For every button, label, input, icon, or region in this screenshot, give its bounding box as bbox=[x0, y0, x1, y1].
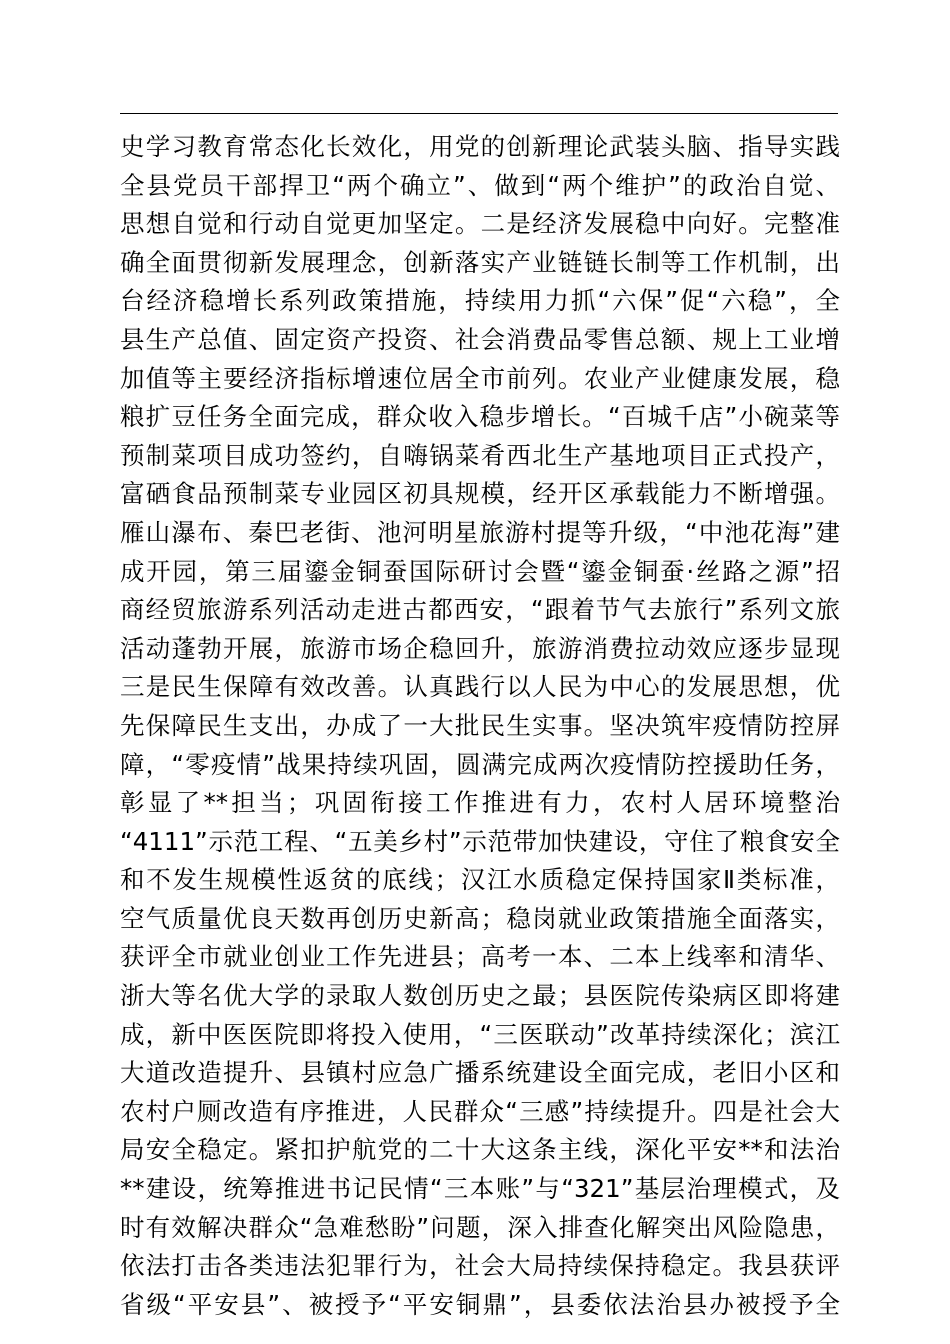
text-line: 粮扩豆任务全面完成，群众收入稳步增长。“百城千店”小碗菜等 bbox=[120, 402, 840, 432]
text-line: 局安全稳定。紧扣护航党的二十大这条主线，深化平安**和法治 bbox=[120, 1135, 840, 1165]
text-line: 预制菜项目成功签约，自嗨锅菜肴西北生产基地项目正式投产， bbox=[120, 440, 840, 470]
text-line: 空气质量优良天数再创历史新高；稳岗就业政策措施全面落实， bbox=[120, 903, 840, 933]
text-line: 农村户厕改造有序推进，人民群众“三感”持续提升。四是社会大 bbox=[120, 1096, 840, 1126]
text-line: 三是民生保障有效改善。认真践行以人民为中心的发展思想，优 bbox=[120, 672, 840, 702]
text-line: 活动蓬勃开展，旅游市场企稳回升，旅游消费拉动效应逐步显现 bbox=[120, 633, 840, 663]
text-line: 雁山瀑布、秦巴老街、池河明星旅游村提等升级，“中池花海”建 bbox=[120, 517, 840, 547]
text-line: 思想自觉和行动自觉更加坚定。二是经济发展稳中向好。完整准 bbox=[120, 209, 840, 239]
text-line: 县生产总值、固定资产投资、社会消费品零售总额、规上工业增 bbox=[120, 324, 840, 354]
text-line: 和不发生规模性返贫的底线；汉江水质稳定保持国家Ⅱ类标准， bbox=[120, 865, 840, 895]
text-line: 障，“零疫情”战果持续巩固，圆满完成两次疫情防控援助任务， bbox=[120, 749, 840, 779]
body-text bbox=[120, 128, 840, 1324]
text-line: 省级“平安县”、被授予“平安铜鼎”，县委依法治县办被授予全 bbox=[120, 1289, 840, 1319]
text-line: **建设，统筹推进书记民情“三本账”与“321”基层治理模式，及 bbox=[120, 1174, 840, 1204]
header-rule bbox=[120, 113, 838, 114]
text-line: 大道改造提升、县镇村应急广播系统建设全面完成，老旧小区和 bbox=[120, 1058, 840, 1088]
text-line: 台经济稳增长系列政策措施，持续用力抓“六保”促“六稳”，全 bbox=[120, 286, 840, 316]
text-line: 确全面贯彻新发展理念，创新落实产业链链长制等工作机制，出 bbox=[120, 247, 840, 277]
text-line: “4111”示范工程、“五美乡村”示范带加快建设，守住了粮食安全 bbox=[120, 826, 840, 856]
text-line: 先保障民生支出，办成了一大批民生实事。坚决筑牢疫情防控屏 bbox=[120, 710, 840, 740]
text-line: 浙大等名优大学的录取人数创历史之最；县医院传染病区即将建 bbox=[120, 981, 840, 1011]
text-line: 加值等主要经济指标增速位居全市前列。农业产业健康发展，稳 bbox=[120, 363, 840, 393]
text-line: 时有效解决群众“急难愁盼”问题，深入排查化解突出风险隐患， bbox=[120, 1212, 840, 1242]
text-line: 史学习教育常态化长效化，用党的创新理论武装头脑、指导实践 bbox=[120, 132, 840, 161]
text-line: 成，新中医医院即将投入使用，“三医联动”改革持续深化；滨江 bbox=[120, 1019, 840, 1049]
text-line: 依法打击各类违法犯罪行为，社会大局持续保持稳定。我县获评 bbox=[120, 1251, 840, 1281]
text-line: 商经贸旅游系列活动走进古都西安，“跟着节气去旅行”系列文旅 bbox=[120, 595, 840, 625]
text-line: 获评全市就业创业工作先进县；高考一本、二本上线率和清华、 bbox=[120, 942, 840, 972]
text-line: 成开园，第三届鎏金铜蚕国际研讨会暨“鎏金铜蚕·丝路之源”招 bbox=[120, 556, 840, 586]
text-line: 富硒食品预制菜专业园区初具规模，经开区承载能力不断增强。 bbox=[120, 479, 840, 509]
text-line: 全县党员干部捍卫“两个确立”、做到“两个维护”的政治自觉、 bbox=[120, 170, 840, 200]
text-line: 彰显了**担当；巩固衔接工作推进有力，农村人居环境整治 bbox=[120, 788, 840, 818]
